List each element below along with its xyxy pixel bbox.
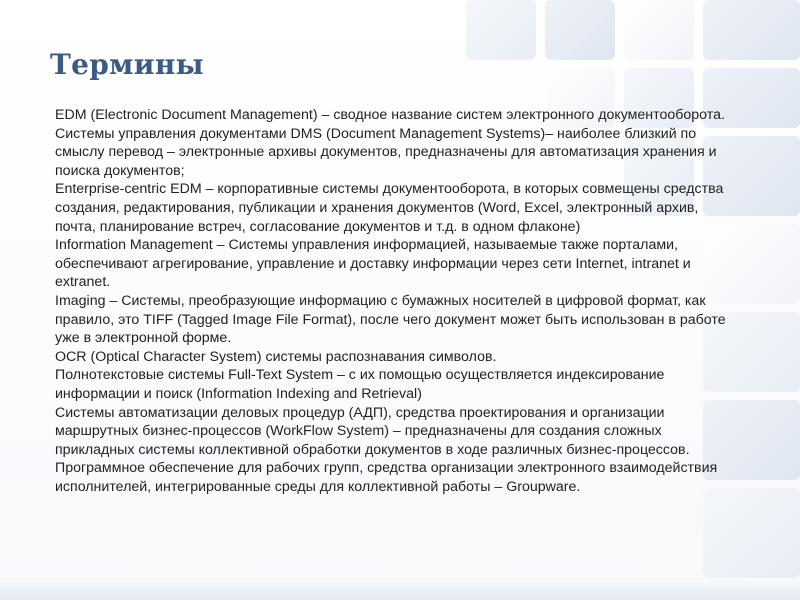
term-paragraph: Imaging – Системы, преобразующие информацию с бумажных носителей в цифровой формат, как правило, это TIFF (Tagged Image File Format), после чего документ может быть использован в работе уже в электронной форме. <box>55 292 726 347</box>
term-paragraph: Полнотекстовые системы Full-Text System – с их помощью осуществляется индексирование информации и поиск (Information Indexing and Retrieval) <box>55 367 665 402</box>
term-paragraph: EDM (Electronic Document Management) – сводное название систем электронного документооборота. <box>55 107 725 123</box>
term-paragraph: Программное обеспечение для рабочих групп, средства организации электронного взаимодействия исполнителей, интегрированные среды для коллективной работы – Groupware. <box>55 460 718 495</box>
background-tile <box>703 488 800 578</box>
term-paragraph: Enterprise-centric EDM – корпоративные системы документооборота, в которых совмещены средства создания, редактирования, публикации и хранения документов (Word, Excel, электронный архив, почта, планирование встреч, согласование документов и т.д. в одном флаконе) <box>55 181 724 235</box>
term-paragraph: OCR (Optical Character System) системы распознавания символов. <box>55 348 497 365</box>
term-paragraph: Системы автоматизации деловых процедур (АДП), средства проектирования и организации маршрутных бизнес-процессов (WorkFlow System) – предназначены для создания сложных прикладных системы коллективной обработки документов в ходе различных бизнес-процессов. <box>55 404 690 458</box>
bottom-band <box>0 582 800 600</box>
background-tile <box>703 0 800 60</box>
slide-title: Термины <box>50 48 204 81</box>
background-tile <box>466 0 536 60</box>
background-tile <box>624 0 694 60</box>
term-paragraph: Information Management – Системы управления информацией, называемые также порталами, обеспечивают агрегирование, управление и доставку информации через сети Internet, intranet и extranet. <box>55 237 691 291</box>
slide-body <box>55 106 727 496</box>
background-tile <box>545 0 615 60</box>
term-paragraph: Системы управления документами DMS (Document Management Systems)– наиболее близкий по смыслу перевод – электронные архивы документов, предназначены для автоматизация хранения и поиска документов; <box>55 125 717 179</box>
